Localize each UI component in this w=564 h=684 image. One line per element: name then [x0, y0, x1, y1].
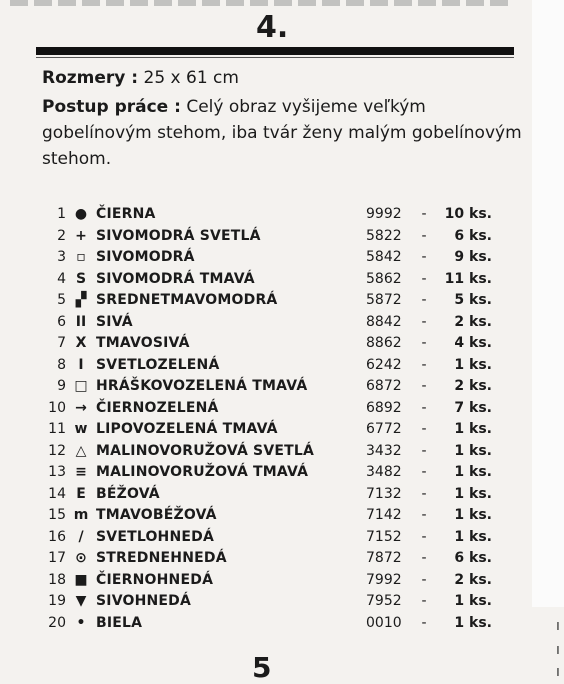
legend-color-name: BÉŽOVÁ: [96, 485, 160, 502]
legend-symbol: +: [75, 227, 87, 244]
legend-number: 7: [57, 335, 66, 351]
legend-color-name: HRÁŠKOVOZELENÁ TMAVÁ: [96, 378, 308, 394]
legend-number: 13: [48, 464, 66, 480]
legend-row: [0, 484, 564, 505]
legend-quantity: 1 ks.: [454, 507, 492, 523]
legend-color-code: 5842: [366, 249, 402, 265]
legend-number: 1: [57, 206, 66, 222]
legend-color-code: 5822: [366, 227, 402, 244]
dimensions-value: 25 x 61 cm: [143, 68, 239, 88]
legend-quantity: 1 ks.: [454, 528, 492, 545]
legend-color-code: 9992: [366, 206, 402, 222]
legend-symbol: /: [78, 528, 84, 545]
legend-number: 8: [57, 356, 66, 373]
legend-symbol: △: [75, 442, 87, 459]
legend-color-code: 7992: [366, 571, 402, 588]
legend-symbol: ■: [74, 571, 88, 588]
legend-quantity: 5 ks.: [454, 292, 492, 308]
legend-row: [0, 290, 564, 311]
legend-dash: -: [421, 442, 427, 459]
legend-color-code: 7152: [366, 528, 402, 545]
legend-quantity: 1 ks.: [454, 421, 492, 437]
procedure-text: Celý obraz vyšijeme veľkým gobelínovým stehom, iba tvár ženy malým gobelínovým stehom.: [42, 97, 522, 169]
legend-row: [0, 269, 564, 290]
legend-row: [0, 419, 564, 440]
margin-mark: ı: [556, 664, 560, 680]
legend-symbol: ≡: [75, 464, 87, 480]
legend-symbol: ▼: [75, 593, 87, 609]
legend-dash: -: [421, 399, 427, 416]
legend-row: [0, 527, 564, 548]
page-number-top: 4.: [256, 10, 289, 45]
legend-color-name: ČIERNOHNEDÁ: [96, 571, 214, 588]
legend-symbol: ⊙: [75, 550, 87, 566]
legend-color-name: SVETLOZELENÁ: [96, 356, 220, 373]
legend-color-name: SIVOMODRÁ SVETLÁ: [96, 227, 261, 244]
legend-row: [0, 548, 564, 569]
legend-dash: -: [421, 550, 427, 566]
legend-dash: -: [421, 378, 427, 394]
legend-dash: -: [421, 485, 427, 502]
legend-number: 12: [48, 442, 66, 459]
legend-quantity: 9 ks.: [454, 249, 492, 265]
legend-dash: -: [421, 464, 427, 480]
legend-symbol: →: [75, 399, 87, 416]
legend-row: [0, 226, 564, 247]
legend-symbol: ▫: [76, 249, 86, 265]
legend-color-code: 7872: [366, 550, 402, 566]
legend-number: 10: [48, 399, 66, 416]
legend-color-name: SIVOMODRÁ: [96, 249, 195, 265]
legend-color-code: 0010: [366, 614, 402, 631]
legend-quantity: 1 ks.: [454, 464, 492, 480]
legend-number: 4: [57, 270, 66, 287]
legend-row: [0, 204, 564, 225]
legend-color-code: 8862: [366, 335, 402, 351]
legend-dash: -: [421, 227, 427, 244]
legend-symbol: X: [75, 335, 87, 351]
legend-color-code: 7142: [366, 507, 402, 523]
legend-dash: -: [421, 356, 427, 373]
legend-quantity: 4 ks.: [454, 335, 492, 351]
procedure-label: Postup práce :: [42, 97, 181, 117]
legend-color-code: 6772: [366, 421, 402, 437]
legend-row: [0, 591, 564, 612]
legend-color-name: TMAVOSIVÁ: [96, 335, 190, 351]
legend-number: 20: [48, 614, 66, 631]
legend-number: 9: [57, 378, 66, 394]
legend-symbol: I: [78, 356, 84, 373]
legend-number: 17: [48, 550, 66, 566]
legend-color-name: SIVOHNEDÁ: [96, 593, 192, 609]
legend-dash: -: [421, 507, 427, 523]
legend-symbol: •: [76, 614, 86, 631]
legend-symbol: ●: [74, 206, 88, 222]
legend-color-name: SIVOMODRÁ TMAVÁ: [96, 270, 255, 287]
legend-color-name: BIELA: [96, 614, 143, 631]
legend-quantity: 1 ks.: [454, 614, 492, 631]
legend-number: 11: [48, 421, 66, 437]
legend-quantity: 2 ks.: [454, 378, 492, 394]
legend-dash: -: [421, 313, 427, 330]
legend-quantity: 2 ks.: [454, 571, 492, 588]
legend-color-name: SVETLOHNEDÁ: [96, 528, 215, 545]
legend-number: 3: [57, 249, 66, 265]
legend-row: [0, 398, 564, 419]
legend-quantity: 10 ks.: [444, 206, 492, 222]
legend-quantity: 7 ks.: [454, 399, 492, 416]
legend-color-name: SIVÁ: [96, 313, 133, 330]
legend-color-code: 5862: [366, 270, 402, 287]
legend-color-name: MALINOVORUŽOVÁ SVETLÁ: [96, 442, 315, 459]
legend-dash: -: [421, 593, 427, 609]
legend-color-code: 3432: [366, 442, 402, 459]
legend-row: [0, 613, 564, 634]
legend-color-code: 5872: [366, 292, 402, 308]
legend-row: [0, 376, 564, 397]
legend-number: 14: [48, 485, 66, 502]
legend-color-code: 7132: [366, 485, 402, 502]
legend-quantity: 2 ks.: [454, 313, 492, 330]
legend-symbol: w: [74, 421, 88, 437]
margin-mark: ı: [556, 618, 560, 634]
legend-row: [0, 355, 564, 376]
legend-dash: -: [421, 571, 427, 588]
legend-quantity: 6 ks.: [454, 227, 492, 244]
legend-quantity: 1 ks.: [454, 442, 492, 459]
legend-symbol: E: [76, 485, 86, 502]
legend-color-code: 3482: [366, 464, 402, 480]
legend-color-code: 8842: [366, 313, 402, 330]
legend-number: 5: [57, 292, 66, 308]
legend-number: 6: [57, 313, 66, 330]
legend-row: [0, 505, 564, 526]
legend-row: [0, 441, 564, 462]
procedure-paragraph: [42, 94, 522, 172]
legend-color-name: ČIERNA: [96, 206, 156, 222]
legend-symbol: ▞: [75, 292, 87, 308]
page-number-bottom: 5: [252, 651, 272, 684]
heading-rule: [36, 47, 514, 55]
legend-dash: -: [421, 335, 427, 351]
legend-quantity: 1 ks.: [454, 485, 492, 502]
legend-color-code: 7952: [366, 593, 402, 609]
legend-quantity: 1 ks.: [454, 593, 492, 609]
legend-number: 15: [48, 507, 66, 523]
legend-row: [0, 570, 564, 591]
legend-number: 2: [57, 227, 66, 244]
legend-symbol: □: [74, 378, 88, 394]
margin-mark: ı: [556, 642, 560, 658]
legend-color-name: STREDNEHNEDÁ: [96, 550, 227, 566]
dimensions-label: Rozmery :: [42, 68, 139, 88]
heading-rule-thin: [36, 57, 514, 58]
legend-symbol: m: [73, 507, 89, 523]
legend-row: [0, 312, 564, 333]
legend-dash: -: [421, 270, 427, 287]
legend-quantity: 6 ks.: [454, 550, 492, 566]
legend-dash: -: [421, 292, 427, 308]
legend-row: [0, 247, 564, 268]
legend-dash: -: [421, 421, 427, 437]
legend-symbol: II: [75, 313, 87, 330]
legend-dash: -: [421, 206, 427, 222]
legend-quantity: 11 ks.: [444, 270, 492, 287]
legend-dash: -: [421, 249, 427, 265]
legend-quantity: 1 ks.: [454, 356, 492, 373]
legend-number: 16: [48, 528, 66, 545]
legend-color-name: MALINOVORUŽOVÁ TMAVÁ: [96, 464, 309, 480]
legend-number: 18: [48, 571, 66, 588]
dimensions-line: [42, 68, 239, 88]
legend-dash: -: [421, 614, 427, 631]
legend-dash: -: [421, 528, 427, 545]
legend-row: [0, 462, 564, 483]
top-border-dots: [10, 0, 510, 6]
legend-color-name: TMAVOBÉŽOVÁ: [96, 507, 217, 523]
legend-symbol: S: [75, 270, 87, 287]
legend-color-code: 6242: [366, 356, 402, 373]
legend-color-code: 6872: [366, 378, 402, 394]
legend-row: [0, 333, 564, 354]
legend-color-code: 6892: [366, 399, 402, 416]
legend-color-name: SREDNETMAVOMODRÁ: [96, 292, 278, 308]
legend-number: 19: [48, 593, 66, 609]
legend-color-name: ČIERNOZELENÁ: [96, 399, 219, 416]
legend-color-name: LIPOVOZELENÁ TMAVÁ: [96, 421, 278, 437]
